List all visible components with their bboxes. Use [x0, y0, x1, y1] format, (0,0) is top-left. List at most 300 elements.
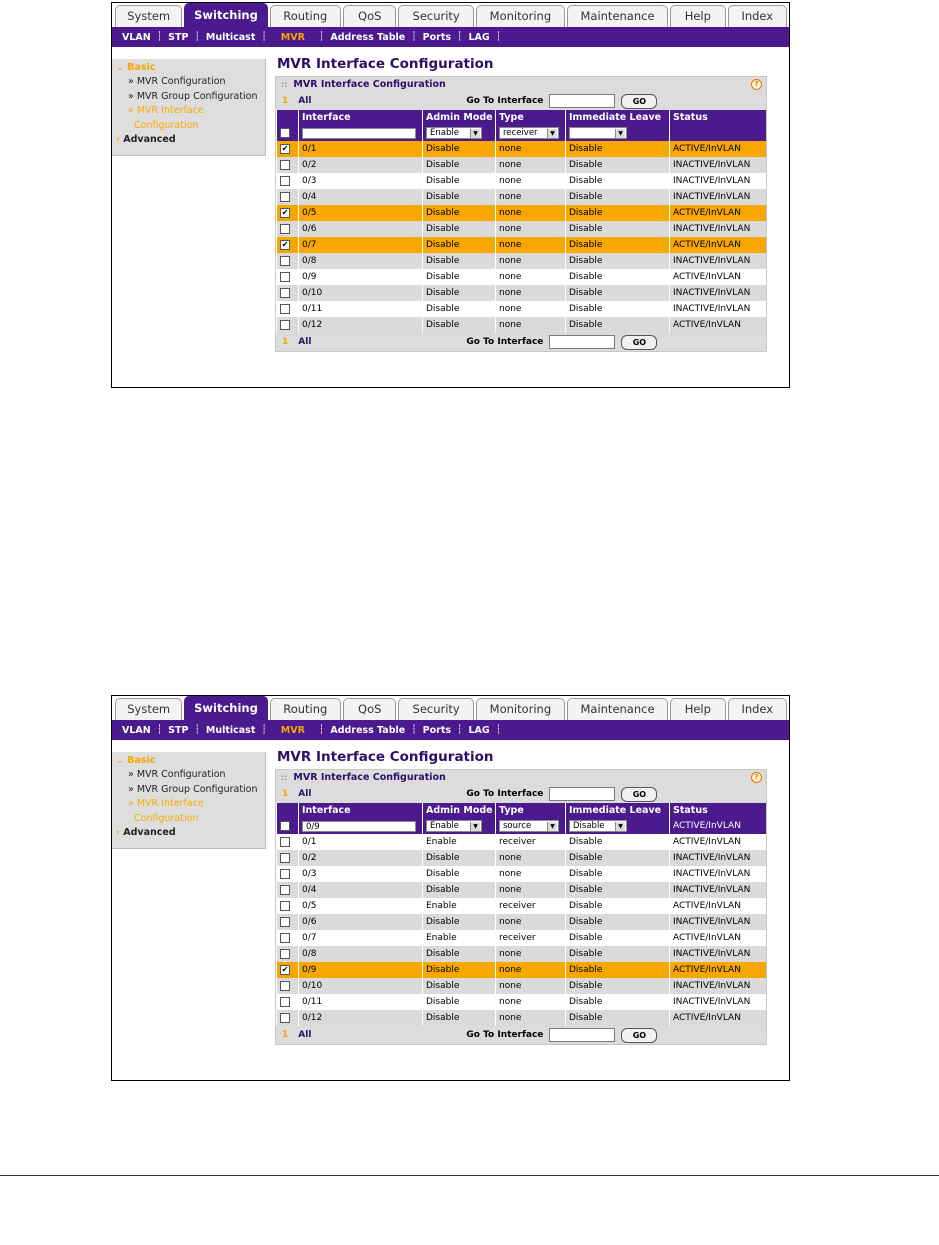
- row-checkbox[interactable]: ✔: [281, 207, 289, 217]
- table-cell: [566, 253, 670, 269]
- table-cell: [277, 189, 299, 205]
- cell-type: none: [499, 304, 522, 314]
- go-button[interactable]: GO: [621, 787, 657, 802]
- cell-admin-mode: Disable: [426, 160, 460, 170]
- cell-immediate-leave: Disable: [569, 933, 603, 943]
- page-number[interactable]: 1: [282, 1030, 289, 1040]
- table-cell: [566, 301, 670, 317]
- cell-admin-mode: Disable: [426, 917, 460, 927]
- row-checkbox[interactable]: [280, 917, 290, 927]
- tab-switching[interactable]: Switching: [184, 696, 267, 720]
- cell-interface: 0/1: [302, 837, 317, 847]
- table-cell: [277, 253, 299, 269]
- table-header: [277, 110, 767, 125]
- cell-interface: 0/10: [302, 288, 323, 298]
- table-cell: [670, 882, 767, 898]
- cell-immediate-leave: Disable: [569, 837, 603, 847]
- sidebar-item-mvr-configuration[interactable]: » MVR Configuration: [128, 76, 226, 88]
- admin-mode-select[interactable]: Enable ▼: [426, 820, 482, 832]
- subnav-separator: ┆: [261, 32, 267, 42]
- subnav-mvr[interactable]: MVR: [280, 724, 305, 736]
- table-cell: [299, 157, 423, 173]
- subnav-ports[interactable]: Ports: [422, 724, 452, 736]
- table-cell: [670, 1010, 767, 1026]
- cell-interface: 0/12: [302, 1013, 323, 1023]
- table-cell: [566, 994, 670, 1010]
- table-cell: [277, 317, 299, 333]
- cell-immediate-leave: Disable: [569, 949, 603, 959]
- subnav-ports[interactable]: Ports: [422, 31, 452, 43]
- tab-help[interactable]: Help: [670, 698, 726, 720]
- subnav-vlan[interactable]: VLAN: [122, 724, 151, 736]
- cell-interface: 0/4: [302, 885, 317, 895]
- table-cell: [423, 157, 496, 173]
- tab-qos[interactable]: QoS: [343, 698, 397, 720]
- tab-security[interactable]: Security: [398, 698, 473, 720]
- table-cell: [566, 978, 670, 994]
- table-cell: [299, 269, 423, 285]
- cell-admin-mode: Disable: [426, 272, 460, 282]
- select-all-checkbox[interactable]: [280, 128, 290, 138]
- subnav-lag[interactable]: LAG: [468, 724, 490, 736]
- table-cell: [277, 866, 299, 882]
- table-row[interactable]: [277, 173, 767, 189]
- tab-help[interactable]: Help: [670, 5, 726, 27]
- row-checkbox[interactable]: [280, 224, 290, 234]
- subnav-separator: ┆: [261, 725, 267, 735]
- row-checkbox[interactable]: [280, 837, 290, 847]
- cell-status: INACTIVE/InVLAN: [673, 224, 751, 234]
- row-checkbox[interactable]: [280, 853, 290, 863]
- sidebar: [112, 752, 266, 849]
- chevron-down-icon: ⌄: [116, 755, 128, 766]
- table-cell: [566, 237, 670, 253]
- header-admin-mode: Admin Mode: [423, 110, 496, 125]
- chevron-down-icon: ▼: [615, 822, 625, 831]
- cell-interface: 0/3: [302, 176, 317, 186]
- table-cell: [566, 962, 670, 978]
- table-cell: [496, 205, 566, 221]
- help-icon[interactable]: ?: [751, 772, 762, 783]
- tab-maintenance[interactable]: Maintenance: [567, 698, 668, 720]
- row-checkbox[interactable]: [280, 1013, 290, 1023]
- tab-monitoring[interactable]: Monitoring: [476, 5, 565, 27]
- table-cell: [496, 1010, 566, 1026]
- sidebar-item-mvr-configuration[interactable]: » MVR Configuration: [128, 769, 226, 781]
- cell-admin-mode: Disable: [426, 949, 460, 959]
- page-number[interactable]: 1: [282, 789, 289, 799]
- table-row[interactable]: [277, 189, 767, 205]
- subnav-multicast[interactable]: Multicast: [205, 31, 256, 43]
- table-cell: [496, 237, 566, 253]
- sidebar-item-mvr-group-configuration[interactable]: » MVR Group Configuration: [128, 90, 258, 102]
- table-cell: [299, 898, 423, 914]
- table-cell: [423, 882, 496, 898]
- type-select[interactable]: source ▼: [499, 820, 559, 832]
- all-link[interactable]: All: [298, 96, 312, 106]
- table-cell: [496, 914, 566, 930]
- table-cell: [496, 269, 566, 285]
- table-cell: [423, 914, 496, 930]
- cell-status: INACTIVE/InVLAN: [673, 869, 751, 879]
- cell-type: none: [499, 853, 522, 863]
- table-cell: [496, 946, 566, 962]
- row-checkbox[interactable]: [280, 981, 290, 991]
- go-to-interface-label: Go To Interface: [466, 96, 544, 106]
- cell-immediate-leave: Disable: [569, 320, 603, 330]
- row-checkbox[interactable]: [280, 288, 290, 298]
- cell-status: ACTIVE/InVLAN: [673, 837, 741, 847]
- subnav-separator: ┆: [457, 32, 463, 42]
- cell-type: none: [499, 240, 522, 250]
- table-row[interactable]: [277, 301, 767, 317]
- page-number[interactable]: 1: [282, 337, 289, 347]
- table-cell: [566, 173, 670, 189]
- row-checkbox[interactable]: [280, 901, 290, 911]
- table-row[interactable]: [277, 269, 767, 285]
- table-cell: [277, 221, 299, 237]
- table-cell: [566, 946, 670, 962]
- table-cell: [670, 962, 767, 978]
- cell-status: ACTIVE/InVLAN: [673, 144, 741, 154]
- table-cell: [423, 834, 496, 850]
- cell-immediate-leave: Disable: [569, 901, 603, 911]
- admin-mode-select[interactable]: Enable ▼: [426, 127, 482, 139]
- cell-status: ACTIVE/InVLAN: [673, 901, 741, 911]
- cell-status: INACTIVE/InVLAN: [673, 304, 751, 314]
- cell-type: receiver: [499, 901, 536, 911]
- subnav-lag[interactable]: LAG: [468, 31, 490, 43]
- table-cell: [496, 882, 566, 898]
- subnav-separator: ┆: [318, 725, 325, 735]
- cell-admin-mode: Disable: [426, 288, 460, 298]
- cell-admin-mode: Disable: [426, 176, 460, 186]
- row-checkbox[interactable]: [280, 304, 290, 314]
- interface-input[interactable]: [302, 128, 416, 139]
- interface-input[interactable]: 0/9: [302, 821, 416, 832]
- table-row[interactable]: [277, 834, 767, 850]
- table-row[interactable]: [277, 978, 767, 994]
- table-cell: [277, 930, 299, 946]
- tab-maintenance[interactable]: Maintenance: [567, 5, 668, 27]
- row-checkbox[interactable]: [280, 320, 290, 330]
- chevron-down-icon: ▼: [470, 129, 480, 138]
- row-checkbox[interactable]: [280, 192, 290, 202]
- cell-admin-mode: Disable: [426, 192, 460, 202]
- table-cell: [423, 141, 496, 157]
- cell-type: none: [499, 208, 522, 218]
- table-row[interactable]: [277, 285, 767, 301]
- row-checkbox[interactable]: [280, 272, 290, 282]
- table-row[interactable]: [277, 205, 767, 221]
- select-all-checkbox[interactable]: [280, 821, 290, 831]
- cell-interface: 0/12: [302, 320, 323, 330]
- cell-status: INACTIVE/InVLAN: [673, 192, 751, 202]
- all-link[interactable]: All: [298, 337, 312, 347]
- cell-immediate-leave: Disable: [569, 288, 603, 298]
- table-cell: [496, 189, 566, 205]
- table-cell: [496, 866, 566, 882]
- cell-status: INACTIVE/InVLAN: [673, 885, 751, 895]
- tab-index[interactable]: Index: [728, 5, 787, 27]
- table-cell: [299, 173, 423, 189]
- go-to-interface-label: Go To Interface: [466, 789, 544, 799]
- row-checkbox[interactable]: ✔: [281, 964, 289, 974]
- table-cell: [496, 141, 566, 157]
- table-cell: [423, 285, 496, 301]
- cell-immediate-leave: Disable: [569, 192, 603, 202]
- cell-status: ACTIVE/InVLAN: [673, 320, 741, 330]
- cell-immediate-leave: Disable: [569, 256, 603, 266]
- tab-security[interactable]: Security: [398, 5, 473, 27]
- subnav-separator: ┆: [411, 32, 417, 42]
- cell-status: ACTIVE/InVLAN: [673, 240, 741, 250]
- interface-table: [276, 803, 766, 1026]
- table-cell: [670, 898, 767, 914]
- table-cell: [566, 914, 670, 930]
- edit-row: [277, 818, 767, 834]
- table-row[interactable]: [277, 914, 767, 930]
- row-checkbox[interactable]: [280, 160, 290, 170]
- tab-qos[interactable]: QoS: [343, 5, 397, 27]
- table-cell: [566, 317, 670, 333]
- table-cell: [496, 253, 566, 269]
- cell-admin-mode: Disable: [426, 853, 460, 863]
- cell-status: ACTIVE/InVLAN: [673, 1013, 741, 1023]
- cell-status: INACTIVE/InVLAN: [673, 917, 751, 927]
- cell-type: none: [499, 997, 522, 1007]
- row-checkbox[interactable]: ✔: [281, 143, 289, 153]
- table-cell: [277, 914, 299, 930]
- cell-interface: 0/9: [302, 965, 317, 975]
- go-to-interface-label: Go To Interface: [466, 1030, 544, 1040]
- sidebar-item-mvr-interface-configuration[interactable]: Configuration: [134, 119, 199, 131]
- table-row[interactable]: [277, 898, 767, 914]
- nav-row-top: [276, 785, 766, 803]
- sidebar-advanced[interactable]: › Advanced: [116, 827, 176, 839]
- subnav-separator: ┆: [495, 725, 502, 735]
- table-cell: [277, 850, 299, 866]
- type-select[interactable]: receiver ▼: [499, 127, 559, 139]
- cell-immediate-leave: Disable: [569, 160, 603, 170]
- table-cell: [299, 141, 423, 157]
- tab-routing[interactable]: Routing: [270, 5, 341, 27]
- nav-row-bottom: [276, 1026, 766, 1044]
- table-cell: [423, 237, 496, 253]
- tab-switching[interactable]: Switching: [184, 3, 267, 27]
- table-cell: [496, 962, 566, 978]
- subnav-separator: ┆: [318, 32, 325, 42]
- subnav-stp[interactable]: STP: [168, 31, 189, 43]
- subnav-multicast[interactable]: Multicast: [205, 724, 256, 736]
- cell-interface: 0/2: [302, 160, 317, 170]
- table-cell: [299, 850, 423, 866]
- row-checkbox[interactable]: [280, 933, 290, 943]
- table-row[interactable]: [277, 994, 767, 1010]
- edit-status: ACTIVE/InVLAN: [670, 818, 767, 834]
- go-to-interface-input[interactable]: [549, 94, 615, 108]
- table-cell: [277, 173, 299, 189]
- header-status: Status: [670, 803, 767, 818]
- help-icon[interactable]: ?: [751, 79, 762, 90]
- table-row[interactable]: [277, 850, 767, 866]
- row-checkbox[interactable]: [280, 176, 290, 186]
- cell-type: none: [499, 885, 522, 895]
- sidebar-advanced[interactable]: › Advanced: [116, 134, 176, 146]
- table-row[interactable]: [277, 157, 767, 173]
- all-link[interactable]: All: [298, 1030, 312, 1040]
- table-cell: [670, 850, 767, 866]
- row-checkbox[interactable]: ✔: [281, 239, 289, 249]
- cell-interface: 0/8: [302, 256, 317, 266]
- table-cell: [277, 994, 299, 1010]
- cell-status: INACTIVE/InVLAN: [673, 288, 751, 298]
- sidebar-item-mvr-interface[interactable]: » MVR Interface: [128, 105, 204, 117]
- chevron-down-icon: ⌄: [116, 62, 128, 73]
- table-cell: [670, 930, 767, 946]
- page-number[interactable]: 1: [282, 96, 289, 106]
- sidebar-basic[interactable]: ⌄ Basic: [116, 755, 156, 766]
- table-row[interactable]: [277, 946, 767, 962]
- table-cell: [299, 914, 423, 930]
- cell-status: INACTIVE/InVLAN: [673, 853, 751, 863]
- cell-admin-mode: Disable: [426, 320, 460, 330]
- table-cell: [496, 221, 566, 237]
- sub-navigation: [112, 720, 789, 740]
- table-cell: [299, 1010, 423, 1026]
- table-row[interactable]: [277, 866, 767, 882]
- table-cell: [670, 946, 767, 962]
- table-cell: [423, 850, 496, 866]
- main-tab-bar: [112, 3, 789, 27]
- go-to-interface-input[interactable]: [549, 335, 615, 349]
- grip-icon: ::: [281, 773, 288, 782]
- table-row[interactable]: [277, 962, 767, 978]
- cell-status: INACTIVE/InVLAN: [673, 949, 751, 959]
- table-cell: [423, 253, 496, 269]
- row-checkbox[interactable]: [280, 869, 290, 879]
- subnav-stp[interactable]: STP: [168, 724, 189, 736]
- table-cell: [496, 994, 566, 1010]
- row-checkbox[interactable]: [280, 256, 290, 266]
- subnav-address-table[interactable]: Address Table: [330, 31, 406, 43]
- table-cell: [299, 317, 423, 333]
- table-cell: [423, 221, 496, 237]
- go-button[interactable]: GO: [621, 94, 657, 109]
- table-cell: [423, 978, 496, 994]
- go-button[interactable]: GO: [621, 335, 657, 350]
- config-panel: [275, 769, 767, 1045]
- table-cell: [566, 850, 670, 866]
- table-row[interactable]: [277, 237, 767, 253]
- row-checkbox[interactable]: [280, 997, 290, 1007]
- cell-admin-mode: Disable: [426, 1013, 460, 1023]
- cell-immediate-leave: Disable: [569, 240, 603, 250]
- subnav-address-table[interactable]: Address Table: [330, 724, 406, 736]
- cell-admin-mode: Disable: [426, 208, 460, 218]
- table-cell: [670, 978, 767, 994]
- table-cell: [670, 205, 767, 221]
- grip-icon: ::: [281, 80, 288, 89]
- table-row[interactable]: [277, 930, 767, 946]
- table-cell: [277, 237, 299, 253]
- tab-system[interactable]: System: [115, 5, 182, 27]
- cell-immediate-leave: Disable: [569, 144, 603, 154]
- tab-index[interactable]: Index: [728, 698, 787, 720]
- chevron-down-icon: ▼: [547, 822, 557, 831]
- tab-system[interactable]: System: [115, 698, 182, 720]
- table-cell: [496, 978, 566, 994]
- table-cell: [423, 317, 496, 333]
- cell-interface: 0/5: [302, 208, 317, 218]
- table-cell: [423, 866, 496, 882]
- edit-status: [670, 125, 767, 141]
- cell-status: INACTIVE/InVLAN: [673, 176, 751, 186]
- table-cell: [299, 962, 423, 978]
- cell-type: none: [499, 981, 522, 991]
- immediate-leave-select[interactable]: [569, 127, 627, 139]
- table-row[interactable]: [277, 882, 767, 898]
- table-cell: [670, 173, 767, 189]
- table-cell: [423, 189, 496, 205]
- table-cell: [423, 994, 496, 1010]
- table-row[interactable]: [277, 317, 767, 333]
- chevron-right-icon: ›: [116, 827, 124, 839]
- immediate-leave-select[interactable]: Disable ▼: [569, 820, 627, 832]
- table-cell: [670, 994, 767, 1010]
- row-checkbox[interactable]: [280, 885, 290, 895]
- cell-immediate-leave: Disable: [569, 224, 603, 234]
- table-row[interactable]: [277, 221, 767, 237]
- go-to-interface-input[interactable]: [549, 787, 615, 801]
- tab-monitoring[interactable]: Monitoring: [476, 698, 565, 720]
- table-row[interactable]: [277, 253, 767, 269]
- cell-admin-mode: Enable: [426, 933, 457, 943]
- table-cell: [566, 205, 670, 221]
- table-cell: [566, 285, 670, 301]
- subnav-separator: ┆: [156, 725, 163, 735]
- tab-routing[interactable]: Routing: [270, 698, 341, 720]
- table-cell: [299, 285, 423, 301]
- cell-type: none: [499, 949, 522, 959]
- table-cell: [299, 930, 423, 946]
- go-to-interface-input[interactable]: [549, 1028, 615, 1042]
- sidebar-item-mvr-interface[interactable]: » MVR Interface: [128, 798, 204, 810]
- sidebar-item-mvr-group-configuration[interactable]: » MVR Group Configuration: [128, 783, 258, 795]
- table-cell: [299, 301, 423, 317]
- go-button[interactable]: GO: [621, 1028, 657, 1043]
- subnav-mvr[interactable]: MVR: [280, 31, 305, 43]
- all-link[interactable]: All: [298, 789, 312, 799]
- sidebar-item-mvr-interface-configuration[interactable]: Configuration: [134, 812, 199, 824]
- cell-interface: 0/11: [302, 304, 323, 314]
- cell-admin-mode: Disable: [426, 885, 460, 895]
- cell-interface: 0/7: [302, 933, 317, 943]
- screenshot-1: [111, 2, 790, 388]
- cell-status: ACTIVE/InVLAN: [673, 933, 741, 943]
- subnav-vlan[interactable]: VLAN: [122, 31, 151, 43]
- table-cell: [670, 301, 767, 317]
- cell-immediate-leave: Disable: [569, 869, 603, 879]
- row-checkbox[interactable]: [280, 949, 290, 959]
- table-cell: [496, 173, 566, 189]
- table-row[interactable]: [277, 1010, 767, 1026]
- cell-type: none: [499, 272, 522, 282]
- table-row[interactable]: [277, 141, 767, 157]
- table-cell: [496, 301, 566, 317]
- sidebar-basic[interactable]: ⌄ Basic: [116, 62, 156, 73]
- header-interface: Interface: [299, 110, 423, 125]
